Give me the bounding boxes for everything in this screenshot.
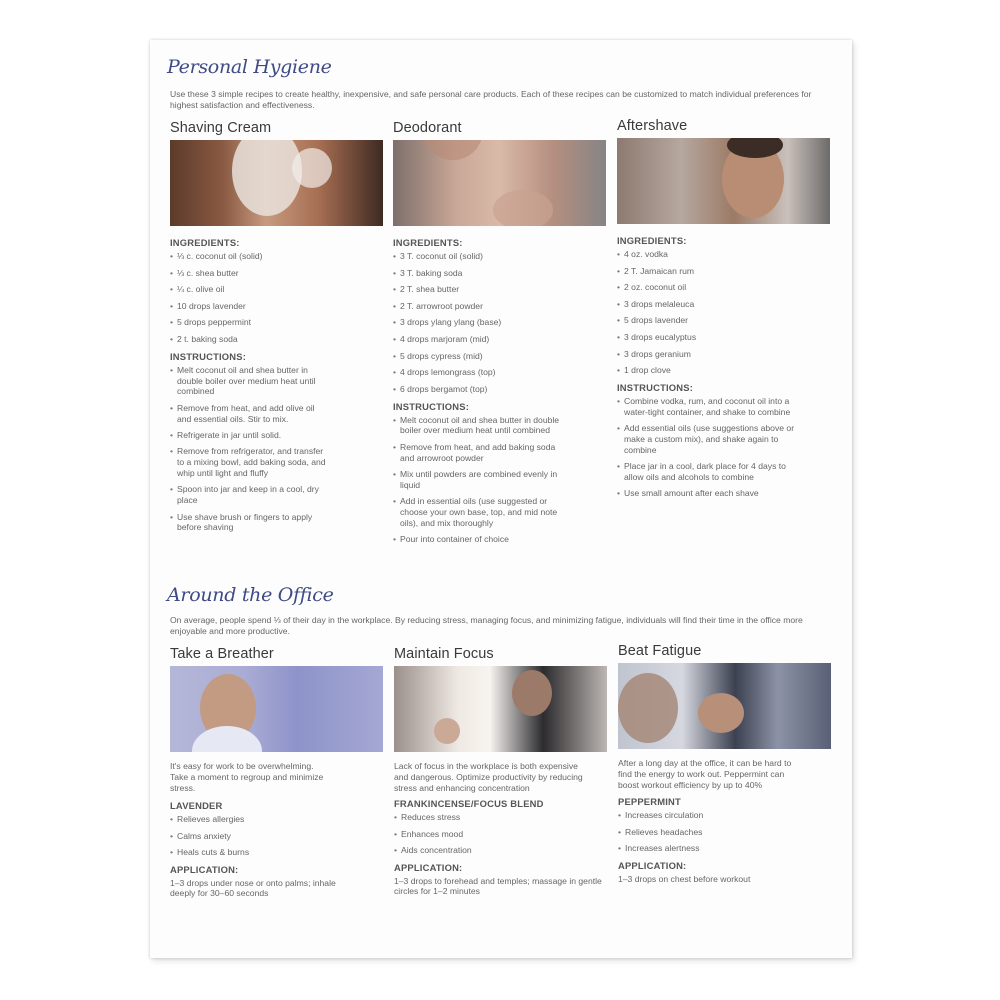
ingredients-list bbox=[170, 251, 385, 345]
list-item: • 4 drops marjoram (mid) bbox=[393, 334, 608, 345]
instructions-list bbox=[170, 365, 330, 533]
list-item: • Heals cuts & burns bbox=[170, 847, 385, 858]
benefits-list bbox=[170, 814, 385, 858]
list-item: • Reduces stress bbox=[394, 812, 609, 823]
list-item: • 4 drops lemongrass (top) bbox=[393, 367, 608, 378]
personal-hygiene-intro: Use these 3 simple recipes to create healthy, inexpensive, and safe personal care products. Each of these recipes can be customized to match individual preferences for highest satisfaction and effectiveness. bbox=[170, 89, 812, 110]
list-item: • Mix until powders are combined evenly in liquid bbox=[393, 469, 561, 491]
instructions-label: INSTRUCTIONS: bbox=[393, 400, 470, 412]
application-label: APPLICATION: bbox=[394, 861, 463, 873]
list-item: • Melt coconut oil and shea butter in double boiler over medium heat until combined bbox=[170, 365, 330, 397]
list-item: • Calms anxiety bbox=[170, 831, 385, 842]
flyer-page bbox=[150, 40, 852, 958]
list-item: • 2 T. shea butter bbox=[393, 284, 608, 295]
list-item: • Pour into container of choice bbox=[393, 534, 561, 545]
list-item: • Remove from heat, and add baking soda and arrowroot powder bbox=[393, 442, 561, 464]
list-item: • 3 T. baking soda bbox=[393, 268, 608, 279]
list-item: • 3 drops geranium bbox=[617, 349, 832, 360]
ingredients-label: INGREDIENTS: bbox=[617, 235, 687, 246]
instructions-label: INSTRUCTIONS: bbox=[170, 350, 247, 362]
tip-maintain-focus bbox=[394, 646, 609, 897]
shaving-photo bbox=[170, 140, 383, 226]
aftershave-photo bbox=[617, 138, 830, 224]
recipe-aftershave bbox=[617, 118, 832, 505]
list-item: • Enhances mood bbox=[394, 829, 609, 840]
list-item: • 5 drops cypress (mid) bbox=[393, 351, 608, 362]
list-item: • 2 T. Jamaican rum bbox=[617, 266, 832, 277]
list-item: • ⅓ c. coconut oil (solid) bbox=[170, 251, 385, 262]
benefits-list bbox=[618, 810, 833, 854]
ingredients-list bbox=[617, 249, 832, 376]
ingredients-label: INGREDIENTS: bbox=[170, 237, 240, 248]
benefits-list bbox=[394, 812, 609, 856]
application-text: 1–3 drops on chest before workout bbox=[618, 873, 751, 884]
tip-title: Take a Breather bbox=[170, 646, 274, 662]
list-item: • Add essential oils (use suggestions above or make a custom mix), and shake again to combine bbox=[617, 423, 797, 455]
list-item: • Increases circulation bbox=[618, 810, 833, 821]
deodorant-photo bbox=[393, 140, 606, 226]
list-item: • Use shave brush or fingers to apply before shaving bbox=[170, 512, 330, 534]
around-the-office-heading: Around the Office bbox=[167, 584, 334, 606]
personal-hygiene-heading: Personal Hygiene bbox=[167, 56, 332, 78]
instructions-list bbox=[617, 396, 797, 499]
list-item: • 10 drops lavender bbox=[170, 301, 385, 312]
list-item: • Increases alertness bbox=[618, 843, 833, 854]
list-item: • 6 drops bergamot (top) bbox=[393, 384, 608, 395]
list-item: • 5 drops lavender bbox=[617, 315, 832, 326]
recipe-title: Aftershave bbox=[617, 118, 688, 134]
recipe-deodorant bbox=[393, 120, 608, 550]
list-item: • Combine vodka, rum, and coconut oil into a water-tight container, and shake to combine bbox=[617, 396, 797, 418]
instructions-label: INSTRUCTIONS: bbox=[617, 381, 694, 393]
fatigue-photo bbox=[618, 663, 831, 749]
list-item: • 3 T. coconut oil (solid) bbox=[393, 251, 608, 262]
list-item: • 1 drop clove bbox=[617, 365, 832, 376]
list-item: • 3 drops eucalyptus bbox=[617, 332, 832, 343]
list-item: • Use small amount after each shave bbox=[617, 488, 797, 499]
tip-take-a-breather bbox=[170, 646, 385, 899]
tip-title: Maintain Focus bbox=[394, 646, 494, 662]
list-item: • ¼ c. olive oil bbox=[170, 284, 385, 295]
focus-photo bbox=[394, 666, 607, 752]
list-item: • 5 drops peppermint bbox=[170, 317, 385, 328]
oil-label: PEPPERMINT bbox=[618, 796, 681, 808]
tip-title: Beat Fatigue bbox=[618, 643, 702, 659]
list-item: • Aids concentration bbox=[394, 845, 609, 856]
list-item: • 2 T. arrowroot powder bbox=[393, 301, 608, 312]
recipe-title: Deodorant bbox=[393, 120, 462, 136]
list-item: • Melt coconut oil and shea butter in double boiler over medium heat until combined bbox=[393, 415, 561, 437]
around-the-office-intro: On average, people spend ⅓ of their day in the workplace. By reducing stress, managing focus, and minimizing fatigue, individuals will find their time in the office more enjoyable and more productive. bbox=[170, 615, 803, 636]
list-item: • Add in essential oils (use suggested or choose your own base, top, and mid note oils), and mix thoroughly bbox=[393, 496, 561, 528]
list-item: • 2 t. baking soda bbox=[170, 334, 385, 345]
list-item: • Remove from refrigerator, and transfer to a mixing bowl, add baking soda, and whip until light and fluffy bbox=[170, 446, 330, 478]
list-item: • 2 oz. coconut oil bbox=[617, 282, 832, 293]
breather-photo bbox=[170, 666, 383, 752]
ingredients-list bbox=[393, 251, 608, 395]
application-label: APPLICATION: bbox=[618, 859, 687, 871]
list-item: • Remove from heat, and add olive oil and essential oils. Stir to mix. bbox=[170, 403, 330, 425]
ingredients-label: INGREDIENTS: bbox=[393, 237, 463, 248]
list-item: • Spoon into jar and keep in a cool, dry place bbox=[170, 484, 330, 506]
list-item: • ⅓ c. shea butter bbox=[170, 268, 385, 279]
recipe-title: Shaving Cream bbox=[170, 120, 272, 136]
tip-description: Lack of focus in the workplace is both expensive and dangerous. Optimize productivity by reducing stress and enhancing concentration bbox=[394, 761, 583, 793]
list-item: • 3 drops ylang ylang (base) bbox=[393, 317, 608, 328]
list-item: • Relieves allergies bbox=[170, 814, 385, 825]
oil-label: LAVENDER bbox=[170, 800, 223, 812]
instructions-list bbox=[393, 415, 561, 545]
tip-beat-fatigue bbox=[618, 643, 833, 884]
list-item: • 4 oz. vodka bbox=[617, 249, 832, 260]
list-item: • Place jar in a cool, dark place for 4 days to allow oils and alcohols to combine bbox=[617, 461, 797, 483]
application-text: 1–3 drops to forehead and temples; massage in gentle circles for 1–2 minutes bbox=[394, 875, 602, 897]
recipe-shaving-cream bbox=[170, 120, 385, 539]
list-item: • 3 drops melaleuca bbox=[617, 299, 832, 310]
oil-label: FRANKINCENSE/FOCUS BLEND bbox=[394, 798, 544, 810]
list-item: • Refrigerate in jar until solid. bbox=[170, 430, 330, 441]
tip-description: After a long day at the office, it can be hard to find the energy to work out. Peppermint can boost workout efficiency by up to 40% bbox=[618, 758, 792, 790]
list-item: • Relieves headaches bbox=[618, 827, 833, 838]
application-text: 1–3 drops under nose or onto palms; inhale deeply for 30–60 seconds bbox=[170, 877, 336, 899]
tip-description: It's easy for work to be overwhelming. Take a moment to regroup and minimize stress. bbox=[170, 761, 324, 793]
application-label: APPLICATION: bbox=[170, 863, 239, 875]
